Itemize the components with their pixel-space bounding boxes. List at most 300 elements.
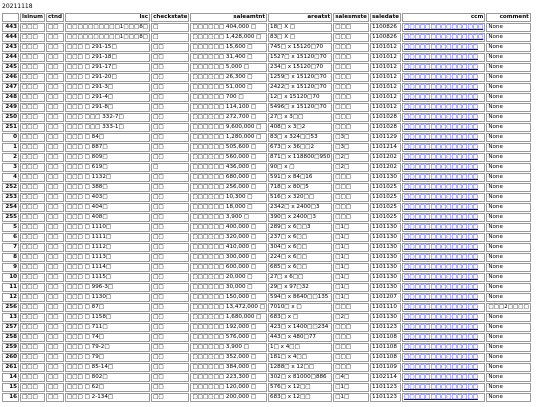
salesmste-cell: □□□ [333,113,369,122]
salesmste-cell: □□□ [333,343,369,352]
salesmste-cell: □2□ [333,163,369,172]
areatst-cell: 29□ x 97□32 [268,283,332,292]
checkstate-cell: □□ [151,233,189,242]
areatst-cell: 5496□ x 15120□70 [268,103,332,112]
ccm-link[interactable]: □□□□□□□□□□□□□□ [402,173,485,182]
lsinum-cell: □□□ [20,243,45,252]
lsinum-cell: □□□ [20,33,45,42]
saledate-cell: 1102114 [370,373,401,382]
ccm-link[interactable]: □□□□□□□□□□□□□□□ [404,34,484,40]
areatst-cell: 7010□ x □ [268,303,332,312]
sales-table [1,12,532,403]
ctnd-cell: □□ [46,193,64,202]
lsc-cell: □□□ □ 87□ [65,303,150,312]
ccm-link[interactable]: □□□□□□□□□□□□□□□ [404,24,484,30]
table-row [2,253,531,262]
checkstate-cell: □□ [151,283,189,292]
areatst-cell: 90□ x □ [268,163,332,172]
ctnd-cell: □□ [46,73,64,82]
lsc-cell: □□□ □ 85-14□ [65,363,150,372]
saleamtnt-cell: □□□□□□ 192,000 □ [190,323,267,332]
checkstate-cell: □□ [151,53,189,62]
ccm-link[interactable]: □□□□□□□□□□□□□□ [402,63,485,72]
saleamtnt-cell: □□□□□□ 700 □ [190,93,267,102]
ctnd-cell: □□ [46,313,64,322]
comment-cell: None [486,373,531,382]
saleamtnt-cell: □□□□□□ 320,000 □ [190,233,267,242]
comment-cell: None [486,233,531,242]
table-row [2,313,531,322]
saleamtnt-cell: □□□□□□ 272,700 □ [190,113,267,122]
ccm-link[interactable]: □□□□□□□□□□□□□□ [402,103,485,112]
table-header-row [2,13,531,22]
saledate-cell: 1101108 [370,343,401,352]
comment-cell: None [486,43,531,52]
row-index: 255 [2,213,19,222]
row-index: 244 [2,53,19,62]
ctnd-cell: □□ [46,333,64,342]
ctnd-cell: □□ [46,173,64,182]
table-row [2,263,531,272]
saleamtnt-cell: □□□□□□ 680,000 □ [190,173,267,182]
ctnd-cell: □□ [46,233,64,242]
lsinum-cell: □□□ [20,333,45,342]
saleamtnt-cell: □□□□□□ 300,000 □ [190,253,267,262]
saledate-cell: 1101214 [370,143,401,152]
salesmste-cell: □1□ [333,293,369,302]
areatst-cell: 390□ x 2400□3 [268,213,332,222]
table-row [2,143,531,152]
table-row [2,63,531,72]
row-index: 6 [2,233,19,242]
column-header: ccm [402,13,485,22]
lsc-cell: □□□ □ 996-3□ [65,283,150,292]
saledate-cell: 1101130 [370,223,401,232]
lsinum-cell: □□□ [20,313,45,322]
ccm-link[interactable]: □□□□□□□□□□□□□□ [402,283,485,292]
saleamtnt-cell: □□□□□□ 1,428,000 □ [190,33,267,42]
table-row [2,353,531,362]
ctnd-cell: □□ [46,303,64,312]
comment-cell: None [486,163,531,172]
ctnd-cell: □□ [46,163,64,172]
checkstate-cell: □□ [151,373,189,382]
saleamtnt-cell: □□□□□□ 120,000 □ [190,383,267,392]
ccm-link[interactable]: □□□□□□□□□□□□□□ [402,123,485,132]
row-index: 245 [2,63,19,72]
areatst-cell: 871□ x 118800□950 [270,154,331,160]
lsinum-cell: □□□ [20,253,45,262]
areatst-cell: 2342□ x 2400□3 [268,203,332,212]
comment-cell: None [486,103,531,112]
areatst-cell: 673□ x 36□□2 [268,143,332,152]
lsinum-cell: □□□ [20,143,45,152]
lsc-cell: □□□ □ 1114□ [65,263,150,272]
lsc-cell: □□□ □□□ 332-7□ [65,113,150,122]
salesmste-cell: □1□ [333,263,369,272]
areatst-cell: 18□ X □ [268,23,332,32]
salesmste-cell: □□□ [333,33,369,42]
table-row [2,183,531,192]
saleamtnt-cell: □□□□□□ 384,000 □ [190,363,267,372]
lsc-cell: □□□ □ 1132□ [65,173,150,182]
lsc-cell: □□□ □ 1111□ [65,233,150,242]
saleamtnt-cell: □□□□□□ 223,300 □ [190,373,267,382]
comment-cell: None [486,253,531,262]
checkstate-cell: □□ [151,73,189,82]
lsinum-cell: □□□ [20,273,45,282]
row-index: 444 [2,33,19,42]
comment-cell: None [486,133,531,142]
ccm-link[interactable]: □□□□□□□□□□□□□□ [402,213,485,222]
salesmste-cell: □□□ [333,193,369,202]
saledate-cell: 1101202 [370,163,401,172]
areatst-cell: 237□ x 6□□ [268,233,332,242]
salesmste-cell: □□□ [333,83,369,92]
salesmste-cell: □□□ [333,173,369,182]
saleamtnt-cell: □□□□□□ 505,600 □ [190,143,267,152]
ccm-link[interactable]: □□□□□□□□□□□□□□ [402,133,485,142]
table-row [2,33,531,42]
saleamtnt-cell: □□□□□□ 400,000 □ [190,223,267,232]
salesmste-cell: □3□ [333,143,369,152]
lsc-cell: □□□ □ 809□ [65,153,150,162]
saledate-cell: 1101130 [370,313,401,322]
saleamtnt-cell: □□□□□□ 1,280,000 □ [190,133,267,142]
row-index: 261 [2,363,19,372]
salesmste-cell: □1□ [333,383,369,392]
row-index: 250 [2,113,19,122]
lsinum-cell: □□□ [20,113,45,122]
lsinum-cell: □□□ [20,263,45,272]
saledate-cell: 1101012 [370,103,401,112]
lsc-cell: □□□□□□□□□□1□□□8□ [66,34,149,40]
lsc-cell: □□□ □ 79-2□ [65,343,150,352]
areatst-cell: 591□ x 84□16 [268,173,332,182]
areatst-cell: 12□ x 15120□70 [268,93,332,102]
checkstate-cell: □□ [151,353,189,362]
lsinum-cell: □□□ [20,103,45,112]
salesmste-cell: □□□ [333,73,369,82]
saleamtnt-cell: □□□□□□ 26,300 □ [190,73,267,82]
saledate-cell: 1101130 [370,273,401,282]
areatst-cell: 745□ x 15120□70 [268,43,332,52]
table-row [2,333,531,342]
lsinum-cell: □□□ [20,323,45,332]
areatst-cell: 289□ x 6□□3 [268,223,332,232]
areatst-cell: 224□ x 6□□ [268,253,332,262]
ccm-link[interactable]: □□□□□□□□□□□□□□ [402,43,485,52]
saledate-cell: 1101109 [370,363,401,372]
ccm-link[interactable]: □□□□□□□□□□□□□□ [402,353,485,362]
row-index: 4 [2,173,19,182]
comment-cell: None [486,183,531,192]
saleamtnt-cell: □□□□□□ 9,600,000 □ [190,123,267,132]
saleamtnt-cell: □□□□□□ 3,900 □ [190,343,267,352]
ccm-link[interactable]: □□□□□□□□□□□□□□ [402,233,485,242]
ccm-link[interactable]: □□□□□□□□□□□□□□ [402,293,485,302]
lsinum-cell: □□□ [20,373,45,382]
row-index: 12 [2,293,19,302]
ccm-link[interactable]: □□□□□□□□□□□□□□ [402,53,485,62]
comment-cell: None [486,143,531,152]
salesmste-cell: □1□ [333,283,369,292]
column-header: areatst [268,13,332,22]
lsc-cell: □□□ □ 711□ [65,323,150,332]
row-index: 10 [2,273,19,282]
saledate-cell: 1101012 [370,83,401,92]
lsinum-cell: □□□ [20,173,45,182]
lsc-cell: □□□ □ 291-18□ [65,53,150,62]
ccm-link[interactable]: □□□□□□□□□□□□□□ [402,223,485,232]
saleamtnt-cell: □□□□□□ 13,472,000 □ [192,304,266,310]
comment-cell: None [486,333,531,342]
saleamtnt-cell: □□□□□□ 150,000 □ [190,293,267,302]
saleamtnt-cell: □□□□□□ 10,300 □ [190,193,267,202]
checkstate-cell: □□ [151,393,189,402]
salesmste-cell: □1□ [333,253,369,262]
lsinum-cell: □□□ [20,393,45,402]
saleamtnt-cell: □□□□□□ 18,000 □ [190,203,267,212]
salesmste-cell: □□□ [333,213,369,222]
checkstate-cell: □□ [151,223,189,232]
salesmste-cell: □□□ [333,43,369,52]
row-index: 9 [2,263,19,272]
row-index: 253 [2,193,19,202]
areatst-cell: 576□ x 12□□ [268,383,332,392]
lsinum-cell: □□□ [20,233,45,242]
ccm-link[interactable]: □□□□□□□□□□□□□□ [402,253,485,262]
lsinum-cell: □□□ [20,203,45,212]
checkstate-cell: □□ [151,153,189,162]
checkstate-cell: □□ [151,243,189,252]
table-row [2,103,531,112]
areatst-cell: 304□ x 6□□ [268,243,332,252]
salesmste-cell: □1□ [333,393,369,402]
ctnd-cell: □□ [46,143,64,152]
ccm-link[interactable]: □□□□□□□□□□□□□□ [402,373,485,382]
lsinum-cell: □□□ [20,73,45,82]
row-index: 7 [2,243,19,252]
salesmste-cell: □□□ [333,53,369,62]
lsc-cell: □□□□□□□□□□1□□□8□ [66,24,149,30]
salesmste-cell: □1□ [333,243,369,252]
saledate-cell: 1101025 [370,183,401,192]
comment-cell: None [486,293,531,302]
row-index: 16 [2,393,19,402]
checkstate-cell: □□ [151,173,189,182]
table-row [2,303,531,312]
ccm-link[interactable]: □□□□□□□□□□□□□□ [402,313,485,322]
ccm-link[interactable]: □□□□□□□□□□□□□□ [402,343,485,352]
table-row [2,393,531,402]
saledate-cell: 1101130 [370,243,401,252]
column-header: salesmste [335,14,367,20]
checkstate-cell: □□ [151,253,189,262]
ccm-link[interactable]: □□□□□□□□□□□□□□ [402,183,485,192]
saledate-cell: 1101129 [370,133,401,142]
saledate-cell: 1101108 [370,353,401,362]
saledate-cell: 1101130 [370,283,401,292]
table-row [2,83,531,92]
saledate-cell: 1101012 [370,93,401,102]
comment-cell: None [486,243,531,252]
lsc-cell: □□□ □ 1115□ [65,273,150,282]
lsc-cell: □□□ □ 1130□ [65,293,150,302]
lsinum-cell: □□□ [20,213,45,222]
ccm-link[interactable]: □□□□□□□□□□□□□□ [402,393,485,402]
column-header: lsc [65,13,150,22]
checkstate-cell: □□ [151,43,189,52]
ccm-link[interactable]: □□□□□□□□□□□□□□ [402,383,485,392]
ctnd-cell: □□ [46,33,64,42]
ccm-link[interactable]: □□□□□□□□□□□□□□ [402,273,485,282]
saledate-cell: 1101012 [370,63,401,72]
salesmste-cell: □3□ [333,133,369,142]
lsc-cell: □□□ □ 291-3□ [65,83,150,92]
comment-cell: None [486,273,531,282]
checkstate-cell: □□ [151,63,189,72]
ccm-link[interactable]: □□□□□□□□□□□□□□ [402,73,485,82]
ccm-link[interactable]: □□□□□□□□□□□□□□ [402,333,485,342]
salesmste-cell: □□□ [333,363,369,372]
lsc-cell: □□□ □ 2-134□ [65,393,150,402]
comment-cell: None [486,73,531,82]
checkstate-cell: □□ [151,93,189,102]
lsinum-cell: □□□ [20,303,45,312]
checkstate-cell: □□ [151,343,189,352]
row-index: 3 [2,163,19,172]
table-row [2,73,531,82]
ccm-link[interactable]: □□□□□□□□□□□□□□ [402,143,485,152]
checkstate-cell: □□ [151,293,189,302]
ccm-link[interactable]: □□□□□□□□□□□□□□ [402,363,485,372]
saledate-cell: 1101028 [370,123,401,132]
lsinum-cell: □□□ [20,383,45,392]
comment-cell: None [486,393,531,402]
saledate-cell: 1101202 [370,153,401,162]
checkstate-cell: □□ [151,363,189,372]
ccm-link[interactable]: □□□□□□□□□□□□□□ [402,303,485,312]
column-header: comment [486,13,531,22]
ccm-link[interactable]: □□□□□□□□□□□□□□ [402,263,485,272]
ctnd-cell: □□ [46,253,64,262]
ccm-link[interactable]: □□□□□□□□□□□□□□ [402,193,485,202]
comment-cell: None [486,283,531,292]
ctnd-cell: □□ [46,53,64,62]
checkstate-cell: □□ [151,203,189,212]
lsc-cell: □□□ □ 62□ [65,383,150,392]
ctnd-cell: □□ [46,43,64,52]
lsinum-cell: □□□ [20,153,45,162]
ccm-link[interactable]: □□□□□□□□□□□□□□ [402,323,485,332]
areatst-cell: 83□ X □ [268,33,332,42]
saledate-cell: 1101028 [370,113,401,122]
salesmste-cell: □2□ [333,153,369,162]
comment-cell: None [486,33,531,42]
lsinum-cell: □□□ [20,193,45,202]
saledate-cell: 1101130 [370,263,401,272]
checkstate-cell: □□ [151,303,189,312]
lsinum-cell: □□□ [20,293,45,302]
lsinum-cell: □□□ [20,163,45,172]
ccm-link[interactable]: □□□□□□□□□□□□□□ [402,93,485,102]
ctnd-cell: □□ [46,203,64,212]
column-header: ctnd [47,14,62,20]
table-row [2,363,531,372]
row-index: 248 [2,93,19,102]
saledate-cell: 1101012 [370,53,401,62]
comment-cell: None [486,93,531,102]
areatst-cell: 1527□ x 15120□70 [268,53,332,62]
table-row [2,383,531,392]
row-index: 5 [2,223,19,232]
salesmste-cell: □□□ [333,23,369,32]
table-row [2,283,531,292]
ctnd-cell: □□ [46,353,64,362]
areatst-cell: 423□ x 1400□□234 [268,323,332,332]
checkstate-cell: □□ [151,123,189,132]
saledate-cell: 1101207 [370,293,401,302]
areatst-cell: 2422□ x 15120□70 [268,83,332,92]
comment-cell: None [486,223,531,232]
saleamtnt-cell: □□□□□□ 51,000 □ [190,83,267,92]
ccm-link[interactable]: □□□□□□□□□□□□□□ [402,243,485,252]
ctnd-cell: □□ [46,263,64,272]
ctnd-cell: □□ [46,113,64,122]
checkstate-cell: □□ [151,193,189,202]
checkstate-cell: □□ [151,143,189,152]
column-header: checkstate [153,14,188,20]
ctnd-cell: □□ [46,293,64,302]
ccm-link[interactable]: □□□□□□□□□□□□□□ [402,203,485,212]
areatst-cell: 683□ x □ [268,313,332,322]
row-index: 243 [2,43,19,52]
ctnd-cell: □□ [46,23,64,32]
salesmste-cell: □□□ [333,123,369,132]
lsinum-cell: □□□ [20,283,45,292]
saleamtnt-cell: □□□□□□ 404,000 □ [190,23,267,32]
comment-cell: None [486,213,531,222]
ctnd-cell: □□ [46,103,64,112]
salesmste-cell: □1□ [333,233,369,242]
ccm-link[interactable]: □□□□□□□□□□□□□□ [402,113,485,122]
row-index: 2 [2,153,19,162]
ccm-link[interactable]: □□□□□□□□□□□□□□ [402,163,485,172]
lsc-cell: □□□ □ 1110□ [65,223,150,232]
comment-cell: None [486,203,531,212]
column-header: lsinum [22,14,43,20]
row-index: 254 [2,203,19,212]
ccm-link[interactable]: □□□□□□□□□□□□□□ [402,83,485,92]
saleamtnt-cell: □□□□□□ 410,000 □ [190,243,267,252]
comment-cell: None [486,173,531,182]
ctnd-cell: □□ [46,363,64,372]
areatst-cell: 516□ x 320□□ [268,193,332,202]
checkstate-cell: □□ [151,323,189,332]
saledate-cell: 1101025 [370,213,401,222]
row-index: 249 [2,103,19,112]
table-row [2,133,531,142]
salesmste-cell: □□□ [333,93,369,102]
table-row [2,193,531,202]
ccm-link[interactable]: □□□□□□□□□□□□□□ [402,153,485,162]
areatst-cell: 302□ x 81000□886 [268,373,332,382]
saledate-cell: 1101108 [370,333,401,342]
lsinum-cell: □□□ [20,363,45,372]
areatst-cell: 27□ x 6□□ [268,273,332,282]
row-index: 443 [2,23,19,32]
